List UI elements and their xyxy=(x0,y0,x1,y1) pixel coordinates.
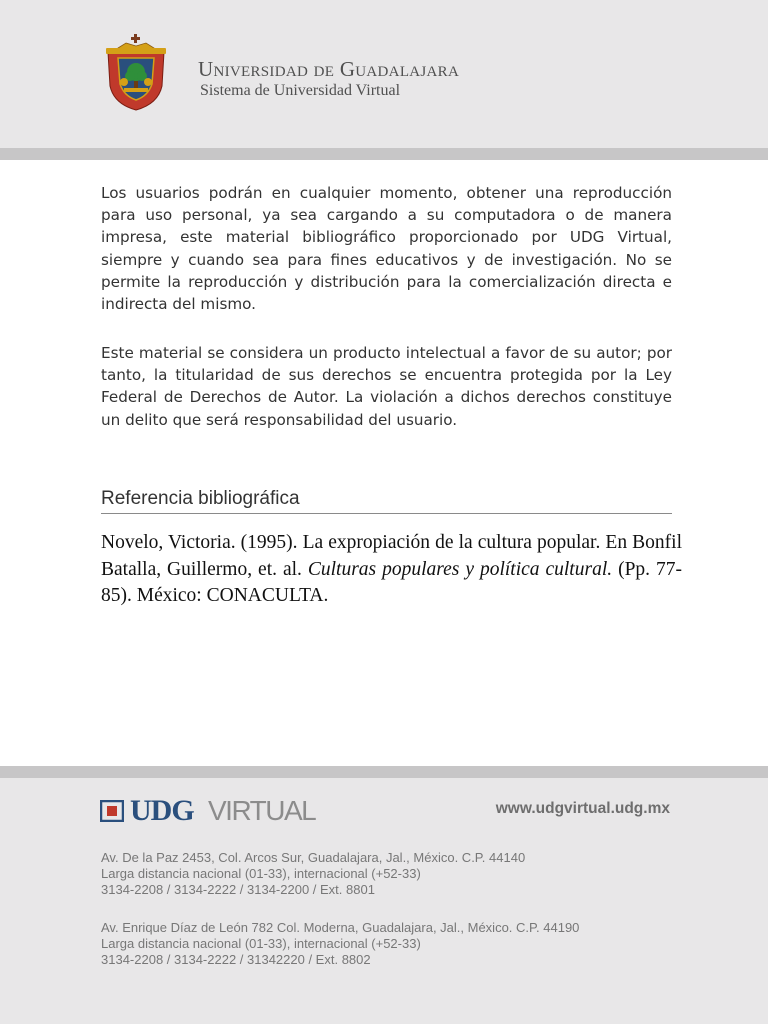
logo-virtual-text: VIRTUAL xyxy=(208,795,316,826)
footer-divider-band xyxy=(0,766,768,778)
address-line: Larga distancia nacional (01-33), internacional (+52-33) xyxy=(101,866,421,881)
campus-address-2 xyxy=(101,920,579,968)
address-line: 3134-2208 / 3134-2222 / 31342220 / Ext. 8802 xyxy=(101,952,371,967)
address-line: Av. Enrique Díaz de León 782 Col. Moderna, Guadalajara, Jal., México. C.P. 44190 xyxy=(101,920,580,935)
citation-book-title: Culturas populares y política cultural. xyxy=(307,558,613,580)
udg-coat-of-arms-icon xyxy=(100,34,172,112)
citation-publication: (Pp. 77-85). México: CONACULTA. xyxy=(101,558,683,607)
university-title: Universidad de Guadalajara xyxy=(198,57,460,81)
university-subtitle: Sistema de Universidad Virtual xyxy=(200,82,401,99)
address-line: Av. De la Paz 2453, Col. Arcos Sur, Guadalajara, Jal., México. C.P. 44140 xyxy=(101,850,526,865)
reference-heading: Referencia bibliográfica xyxy=(101,488,300,509)
citation-authors: Novelo, Victoria. (1995). La expropiación de la cultura popular. En Bonfil Batalla, Guillermo, et. al. xyxy=(101,532,682,580)
usage-notice-paragraph: Los usuarios podrán en cualquier momento, obtener una reproducción para uso personal, ya sea cargando a su computadora o de manera impresa, este material bibliográfico proporcionado por UDG Virtual, siempre y cuando sea para fines educativos y de investigación. No se permite la reproducción y distribución para la comercialización directa e indirecta del mismo. xyxy=(101,184,672,314)
copyright-notice-paragraph: Este material se considera un producto intelectual a favor de su autor; por tanto, la titularidad de sus derechos se encuentra protegida por la Ley Federal de Derechos de Autor. La violación a dichos derechos constituye un delito que será responsabilidad del usuario. xyxy=(101,344,672,429)
address-line: Larga distancia nacional (01-33), internacional (+52-33) xyxy=(101,936,421,951)
udg-logo-mark-icon xyxy=(100,800,124,822)
address-line: 3134-2208 / 3134-2222 / 3134-2200 / Ext. 8801 xyxy=(101,882,375,897)
bibliographic-citation xyxy=(101,530,682,610)
logo-udg-text: UDG xyxy=(130,794,194,827)
campus-address-1 xyxy=(101,850,525,898)
reference-divider xyxy=(101,513,672,514)
website-link[interactable]: www.udgvirtual.udg.mx xyxy=(495,800,670,817)
header-divider-band xyxy=(0,148,768,160)
